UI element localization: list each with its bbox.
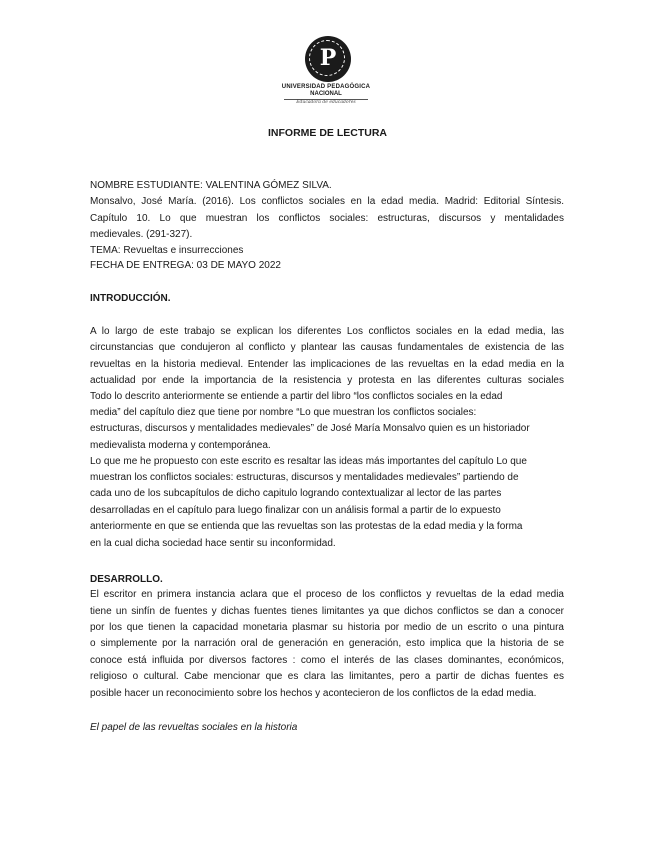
intro-heading: INTRODUCCIÓN. [90, 293, 171, 304]
intro-line: medievalista moderna y contemporánea. [90, 440, 271, 451]
reference-line: Capítulo 10. Lo que muestran los conflictos sociales: estructuras, discursos y mentalidades [90, 213, 564, 224]
development-line: posible hacer un reconocimiento sobre los hechos y acontecieron de los conflictos de la edad media. [90, 688, 537, 699]
intro-line: cada uno de los subcapítulos de dicho capitulo logrando contextualizar al lector de las partes [90, 488, 502, 499]
development-line: por los que tienen la capacidad monetaria plasmar su historia por medio de un escrito o una pintura [90, 622, 564, 633]
development-line: o simplemente por la narración oral de generación en generación, esto implica que la historia de se [90, 638, 564, 649]
intro-line: anteriormente en que se entienda que las revueltas son las protestas de la edad media y la forma [90, 521, 523, 532]
university-logo [276, 36, 376, 108]
reference-line: medievales. (291-327). [90, 229, 193, 240]
development-line: conoce está influida por diversos factores : como el interés de las clases dominantes, económicos, [90, 655, 564, 666]
intro-line: estructuras, discursos y mentalidades medievales” de José María Monsalvo quien es un historiador [90, 423, 530, 434]
section-subheading: El papel de las revueltas sociales en la historia [90, 722, 298, 733]
intro-line: en la cual dicha sociedad hace sentir su inconformidad. [90, 538, 336, 549]
topic-line: TEMA: Revueltas e insurrecciones [90, 245, 244, 256]
logo-name-line2: NACIONAL [310, 91, 342, 97]
development-line: tiene un sinfín de fuentes y dichas fuentes tienes limitantes ya que dichos conflictos se dan a conocer [90, 606, 564, 617]
development-heading: DESARROLLO. [90, 574, 163, 585]
logo-motto: Educadora de educadores [296, 100, 356, 105]
student-name: NOMBRE ESTUDIANTE: VALENTINA GÓMEZ SILVA. [90, 180, 332, 191]
intro-line: Todo lo descrito anteriormente se entiende a partir del libro “los conflictos sociales en la edad [90, 391, 503, 402]
logo-name-line1: UNIVERSIDAD PEDAGÓGICA [281, 84, 371, 90]
intro-line: revueltas en la historia medieval. Entender las implicaciones de las revueltas en la edad media en la [90, 359, 564, 370]
intro-line: media” del capítulo diez que tiene por nombre “Lo que muestran los conflictos sociales: [90, 407, 477, 418]
development-line: El escritor en primera instancia aclara que el proceso de los conflictos y revueltas de la edad media [90, 589, 564, 600]
document-title: INFORME DE LECTURA [268, 127, 387, 139]
development-line: religioso o cultural. Cabe mencionar que es clara las limitantes, pero a partir de dichas fuentes es [90, 671, 564, 682]
intro-line: circunstancias que condujeron al conflicto y plantear las causas fundamentales de existencia de las [90, 342, 564, 353]
intro-line: muestran los conflictos sociales: estructuras, discursos y mentalidades medievales” partiendo de [90, 472, 519, 483]
due-date-line: FECHA DE ENTREGA: 03 DE MAYO 2022 [90, 260, 281, 271]
reference-line: Monsalvo, José María. (2016). Los conflictos sociales en la edad media. Madrid: Editorial Síntesis. [90, 196, 564, 207]
intro-line: Lo que me he propuesto con este escrito es resaltar las ideas más importantes del capítulo Lo que [90, 456, 527, 467]
university-seal-icon: P [305, 36, 351, 82]
intro-line: desarrolladas en el capítulo para luego finalizar con un análisis formal a partir de lo expuesto [90, 505, 501, 516]
intro-line: A lo largo de este trabajo se explican los diferentes Los conflictos sociales en la edad media, las [90, 326, 564, 337]
intro-line: actualidad por ende la importancia de la resistencia y protesta en las diferentes culturas sociales [90, 375, 564, 386]
